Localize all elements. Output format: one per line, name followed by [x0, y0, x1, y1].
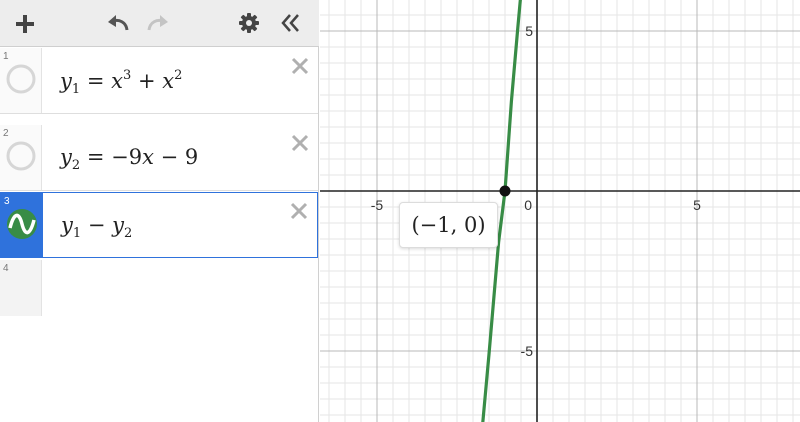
- undo-button[interactable]: [104, 10, 132, 36]
- expression-row-1[interactable]: [0, 48, 318, 114]
- expression-math[interactable]: $y_2 = -9x - 9$: [60, 145, 199, 173]
- hidden-circle-icon[interactable]: [5, 140, 37, 172]
- gear-icon: [238, 12, 260, 34]
- delete-expression-icon[interactable]: [290, 56, 310, 76]
- expression-gutter: [1, 193, 43, 257]
- expression-number: 4: [3, 263, 9, 274]
- wave-graph-icon[interactable]: [6, 208, 38, 240]
- expression-toolbar: [0, 0, 319, 47]
- expression-row-3[interactable]: [0, 192, 318, 258]
- settings-button[interactable]: [236, 10, 262, 36]
- expression-panel: [0, 0, 319, 422]
- expression-number: 2: [3, 128, 9, 139]
- expression-gutter: [0, 125, 42, 190]
- expression-gutter: [0, 48, 42, 113]
- x-tick-label: 5: [693, 197, 701, 213]
- delete-expression-icon[interactable]: [290, 133, 310, 153]
- graph-paper[interactable]: [320, 0, 800, 422]
- new-expression-row[interactable]: [0, 260, 318, 316]
- delete-expression-icon[interactable]: [289, 201, 309, 221]
- x-tick-label: -5: [370, 197, 384, 213]
- hidden-circle-icon[interactable]: [5, 63, 37, 95]
- y-tick-label: -5: [520, 343, 533, 359]
- undo-icon: [105, 12, 131, 34]
- expression-row-2[interactable]: [0, 125, 318, 191]
- redo-button[interactable]: [144, 10, 172, 36]
- expression-gutter: [0, 260, 42, 316]
- root-point[interactable]: [500, 186, 511, 197]
- expression-math[interactable]: $y_1 - y_2$: [61, 213, 133, 241]
- minor-grid: [320, 0, 800, 422]
- add-expression-button[interactable]: [12, 11, 38, 37]
- expression-math[interactable]: $y_1 = x^3 + x^2$: [60, 68, 183, 97]
- double-chevron-left-icon: [279, 12, 303, 34]
- expression-number: 1: [3, 51, 9, 62]
- point-label: (−1, 0): [399, 202, 498, 248]
- graph-canvas[interactable]: [320, 0, 800, 422]
- collapse-panel-button[interactable]: [278, 10, 304, 36]
- redo-icon: [145, 12, 171, 34]
- y-tick-label: 5: [525, 23, 533, 39]
- origin-label: 0: [524, 197, 532, 213]
- plus-icon: [14, 13, 36, 35]
- expression-number: 3: [4, 196, 10, 207]
